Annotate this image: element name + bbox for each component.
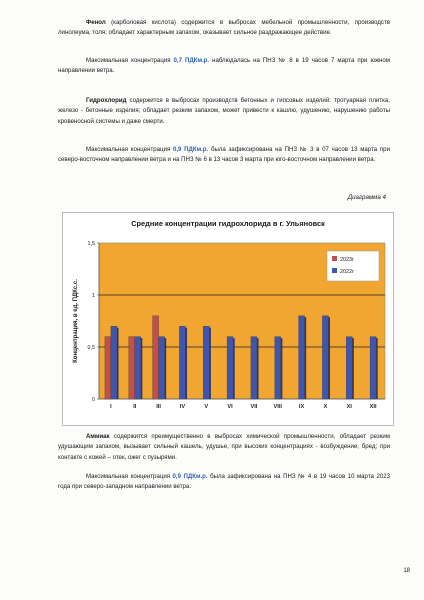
y-tick-label: 1 xyxy=(92,293,95,299)
x-tick-label: X xyxy=(323,404,328,410)
legend-swatch-2022г xyxy=(332,268,337,273)
x-tick-label: VI xyxy=(227,404,233,410)
phenol-description xyxy=(58,18,390,39)
bar-2022г-VI xyxy=(227,337,233,399)
hcl-description xyxy=(58,96,390,127)
bar-2022г-IV xyxy=(179,326,185,399)
bar-side xyxy=(352,338,354,399)
hcl-max-pre: Максимальная концентрация xyxy=(86,146,173,153)
hcl-max-post: была зафиксирована на ПНЗ № 3 в 07 часов 13 марта при северо-восточном направлении ветра и на ПНЗ № 6 в 13 часов 3 марта при юго-восточном направлении ветра. xyxy=(58,146,390,164)
bar-2022г-VII xyxy=(251,337,257,399)
hcl-term: Гидрохлорид xyxy=(86,97,127,104)
x-tick-label: I xyxy=(110,404,112,410)
bar-2023г-I xyxy=(105,337,111,399)
legend-label-2022г: 2022г xyxy=(340,269,354,275)
phenol-description-text: (карболовая кислота) содержится в выбросах мебельной промышленности, производств линолеума, толя; обладает характерным запахом, оказывает сильное раздражающее действие. xyxy=(58,19,390,37)
hcl-description-text: содержится в выбросах производств бетонных и гипсовых изделий: тротуарная плитка, железо - бетонные изделия; обладает резким запахом, может привести к кашлю, удушению, нарушению работы кровеносной системы и даже смерти. xyxy=(58,97,390,125)
x-tick-label: IV xyxy=(179,404,186,410)
bar-side xyxy=(305,317,307,399)
bar-2023г-III xyxy=(153,316,159,399)
ammonia-max-post: была зафиксирована на ПНЗ № 4 в 19 часов 10 марта 2023 года при северо-западном направлении ветра. xyxy=(58,473,390,491)
bar-2022г-I xyxy=(111,326,117,399)
bar-2022г-XII xyxy=(370,337,376,399)
bar-side xyxy=(185,328,187,399)
bar-side xyxy=(376,338,378,399)
bar-2022г-III xyxy=(159,337,165,399)
y-axis-label: Концентрация, в ед. ПДКс.с. xyxy=(73,279,79,363)
hcl-max-value: 0,9 ПДКм.р. xyxy=(172,146,209,153)
y-tick-label: 0 xyxy=(92,397,95,403)
bar-2022г-V xyxy=(203,326,209,399)
x-tick-label: VII xyxy=(250,404,258,410)
bar-2022г-IX xyxy=(299,316,305,399)
x-tick-label: VIII xyxy=(273,404,282,410)
bar-side xyxy=(117,328,119,399)
ammonia-description-text: содержится преимущественно в выбросах химической промышленности, обладает резким удушающим запахом, вызывает сильный кашель, удушье, при высоких концентрациях - возбуждение, бред; при контакте с кожей – отек, ожег с пузырями. xyxy=(58,433,390,461)
bar-2022г-X xyxy=(322,316,328,399)
phenol-term: Фенол xyxy=(86,19,106,26)
phenol-max-pre: Максимальная концентрация xyxy=(86,57,174,64)
bar-2022г-XI xyxy=(346,337,352,399)
x-tick-label: V xyxy=(204,404,209,410)
x-tick-label: IX xyxy=(298,404,305,410)
bar-side xyxy=(257,338,259,399)
legend-box xyxy=(327,251,379,281)
bar-side xyxy=(209,328,211,399)
ammonia-max-value: 0,9 ПДКм.р. xyxy=(172,473,208,480)
hcl-max-concentration xyxy=(58,145,390,166)
phenol-max-value: 0,7 ПДКм.р. xyxy=(173,57,210,64)
bar-side xyxy=(233,338,235,399)
legend-label-2023г: 2023г xyxy=(340,257,354,263)
ammonia-max-pre: Максимальная концентрация xyxy=(86,473,173,480)
ammonia-max-concentration xyxy=(58,472,390,493)
y-tick-label: 1,5 xyxy=(87,241,95,247)
phenol-max-concentration xyxy=(58,56,390,77)
chart-title: Средние концентрации гидрохлорида в г. Ульяновск xyxy=(131,219,325,228)
bar-side xyxy=(141,338,143,399)
bar-side xyxy=(165,338,167,399)
x-tick-label: III xyxy=(156,404,161,410)
hcl-concentration-chart xyxy=(62,212,394,426)
phenol-max-post: наблюдалась на ПНЗ № 8 в 19 часов 7 марта при южном направлении ветра. xyxy=(58,57,390,75)
legend-swatch-2023г xyxy=(332,256,337,261)
diagram-label: Диаграмма 4 xyxy=(347,194,386,201)
bar-2023г-II xyxy=(129,337,135,399)
x-tick-label: II xyxy=(133,404,137,410)
chart-canvas xyxy=(63,213,393,425)
ammonia-term: Аммиак xyxy=(86,433,110,440)
y-tick-label: 0,5 xyxy=(87,345,95,351)
bar-side xyxy=(281,338,283,399)
bar-2022г-II xyxy=(135,337,141,399)
x-tick-label: XII xyxy=(369,404,377,410)
page-number: 18 xyxy=(403,568,410,574)
bar-2022г-VIII xyxy=(275,337,281,399)
ammonia-description xyxy=(58,432,390,463)
bar-side xyxy=(328,317,330,399)
x-tick-label: XI xyxy=(346,404,352,410)
